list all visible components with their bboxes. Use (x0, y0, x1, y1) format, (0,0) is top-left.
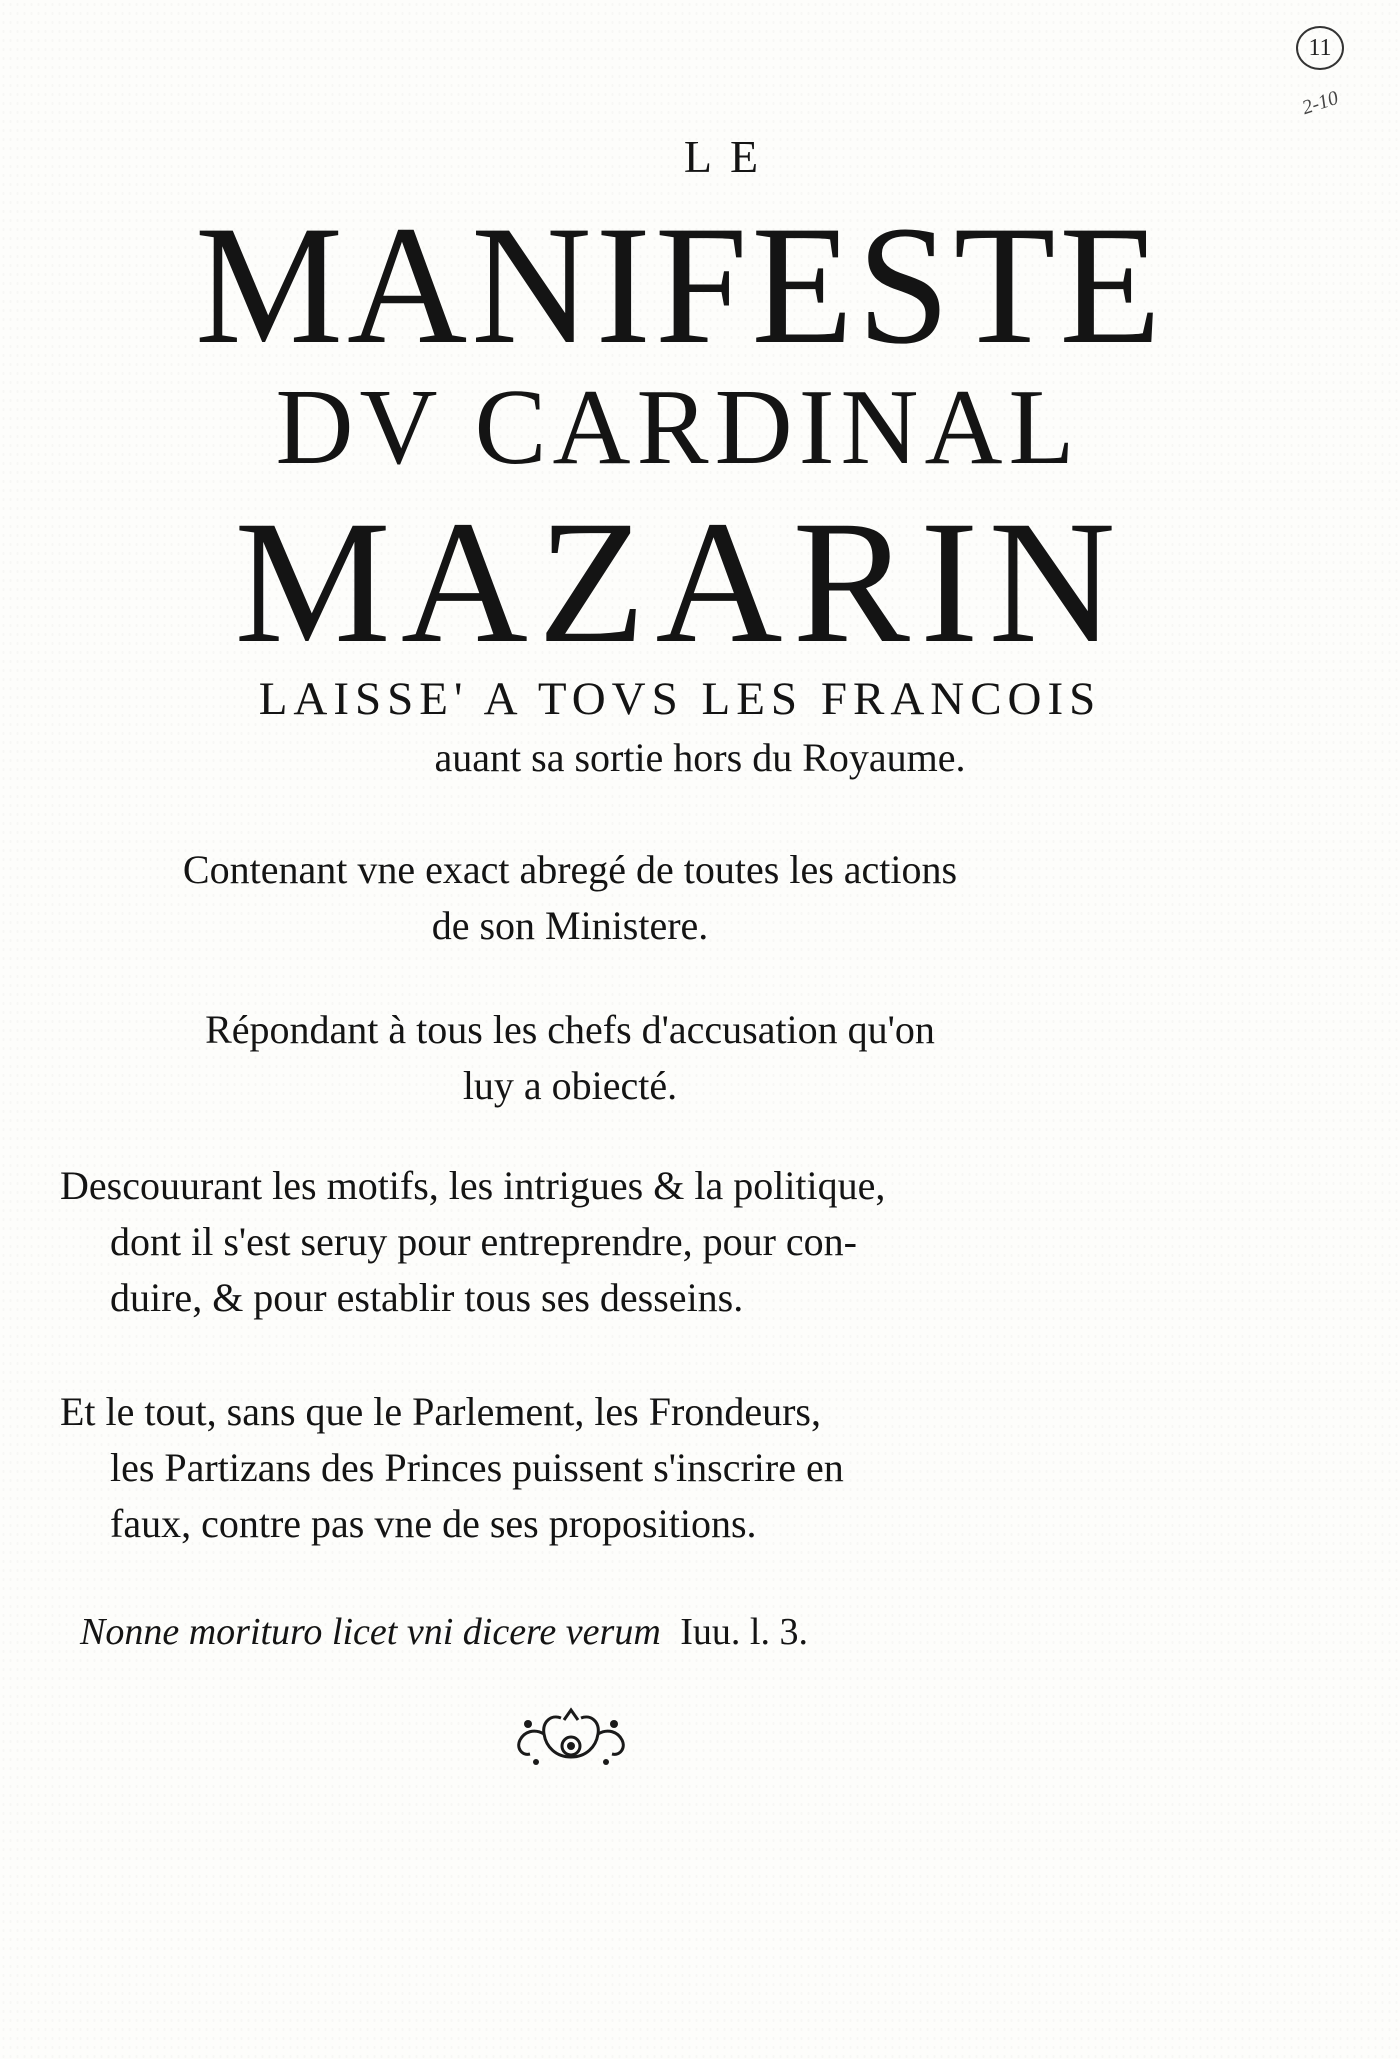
paragraph-line: luy a obiecté. (462, 1063, 678, 1108)
paragraph-line: de son Ministere. (431, 903, 709, 948)
paragraph-line: dont il s'est seruy pour entreprendre, pour con- (110, 1219, 857, 1264)
paragraph-descouurant (60, 1158, 1090, 1326)
paragraph-contenant (60, 842, 1080, 954)
latin-motto (80, 1610, 1080, 1654)
paragraph-repondant (60, 1002, 1080, 1114)
paragraph-line: Répondant à tous les chefs d'accusation qu'on (205, 1007, 935, 1052)
subtitle-auant: auant sa sortie hors du Royaume. (434, 735, 966, 780)
title-main: MANIFESTE (194, 191, 1166, 379)
fleuron-ornament-icon (506, 1702, 636, 1772)
title-article: LE (683, 131, 777, 182)
paragraph-et-le-tout (60, 1384, 1090, 1552)
paragraph-line: faux, contre pas vne de ses propositions. (110, 1501, 757, 1546)
paragraph-line: les Partizans des Princes puissent s'inscrire en (110, 1445, 844, 1490)
title-du-cardinal: DV CARDINAL (275, 368, 1081, 487)
paragraph-line: Et le tout, sans que le Parlement, les Frondeurs, (60, 1389, 821, 1434)
subtitle-laisse: LAISSE' A TOVS LES FRANCOIS (258, 673, 1102, 725)
paragraph-line: Contenant vne exact abregé de toutes les actions (182, 847, 958, 892)
folio-number: 11 (1296, 26, 1344, 70)
motto-text: Nonne morituro licet vni dicere verum (80, 1611, 661, 1653)
shelfmark-note: 2-10 (1299, 86, 1342, 120)
paragraph-line: duire, & pour establir tous ses desseins. (110, 1275, 744, 1320)
motto-source: Iuu. l. 3. (680, 1611, 808, 1653)
paragraph-line: Descouurant les motifs, les intrigues & la politique, (60, 1163, 886, 1208)
title-mazarin: MAZARIN (234, 485, 1126, 680)
